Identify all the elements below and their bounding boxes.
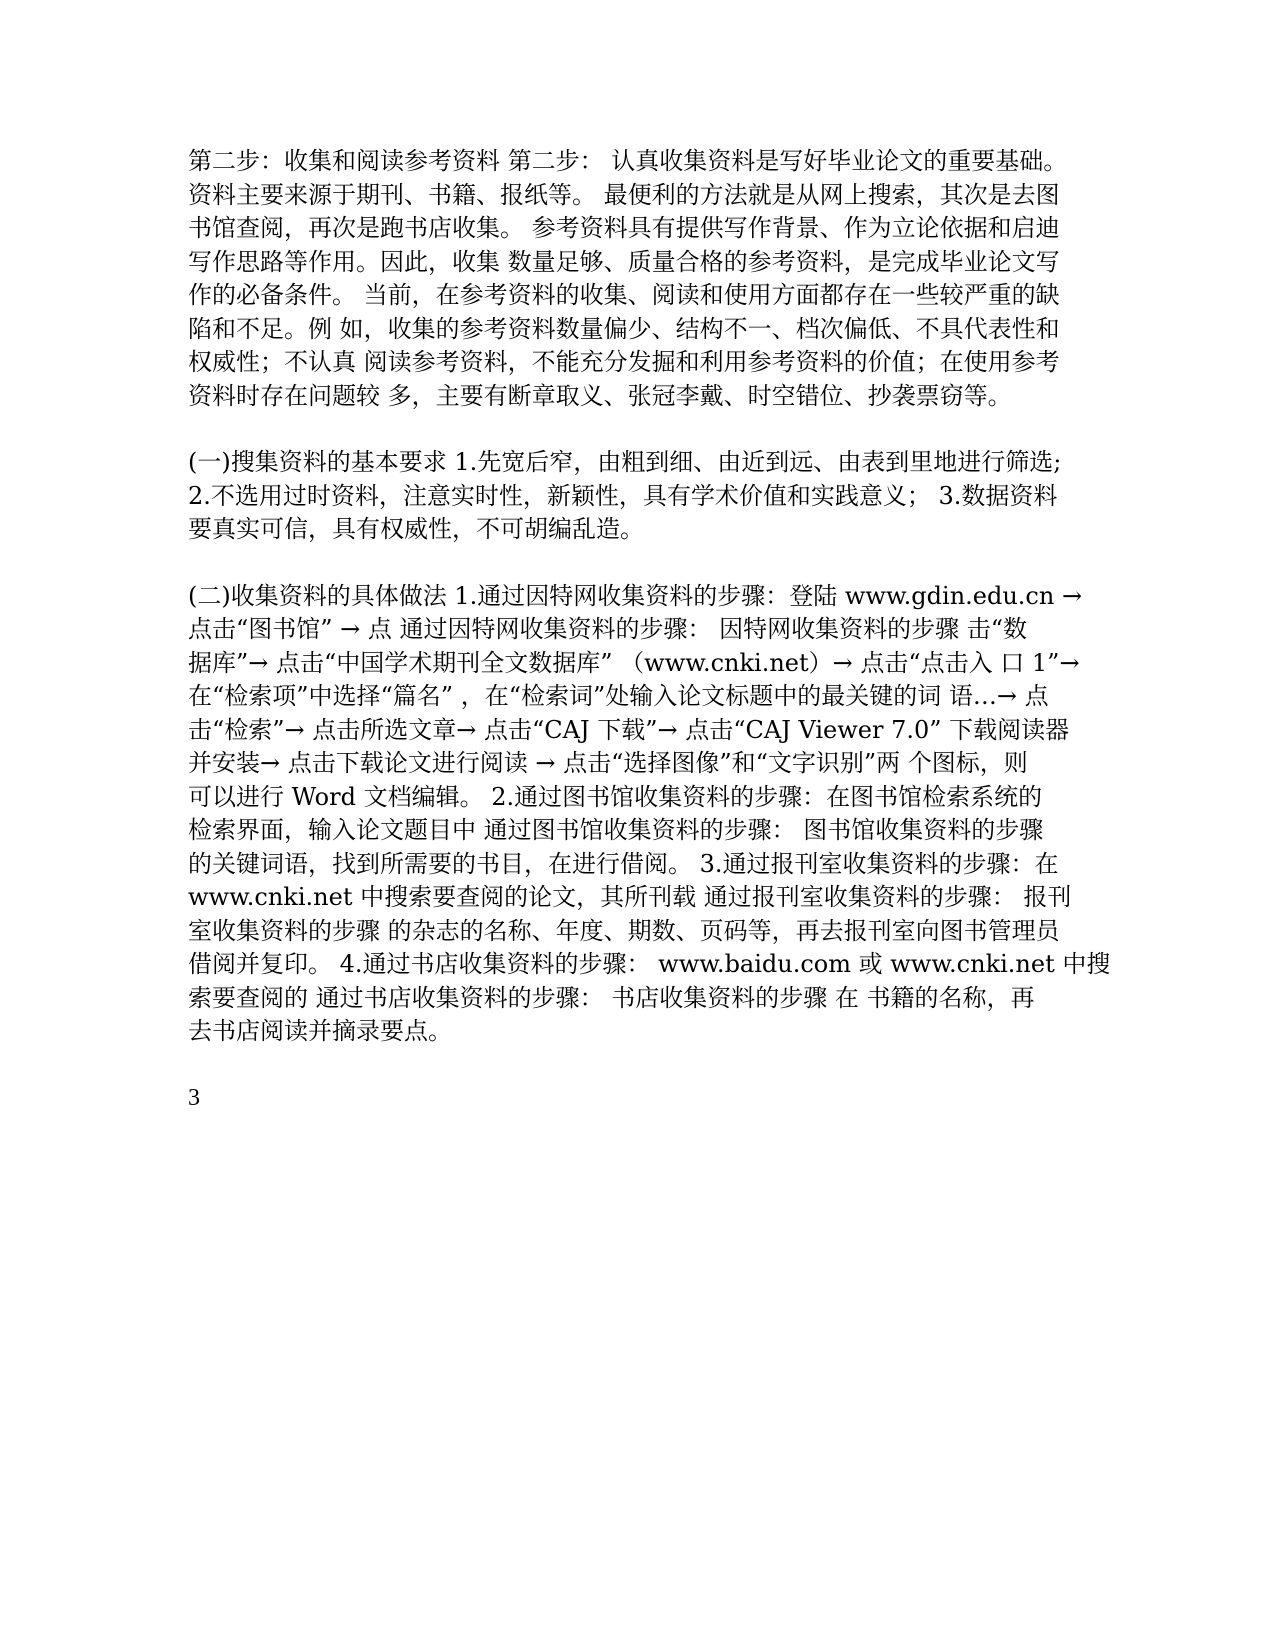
text-line: 资料时存在问题较 多，主要有断章取义、张冠李戴、时空错位、抄袭票窃等。 (188, 381, 1012, 410)
document-body (188, 145, 1111, 1115)
text-line: 去书店阅读并摘录要点。 (188, 1017, 452, 1045)
text-line: 要真实可信，具有权威性，不可胡编乱造。 (188, 515, 644, 543)
text-line: (一)搜集资料的基本要求 1.先宽后窄，由粗到细、由近到远、由表到里地进行筛选; (188, 448, 1062, 476)
text-line: 2.不选用过时资料，注意实时性，新颖性，具有学术价值和实践意义； 3.数据资料 (188, 481, 1058, 510)
text-line: 在“检索项”中选择“篇名” ，在“检索词”处输入论文标题中的最关键的词 语…→ 点 (188, 682, 1049, 710)
text-line: 借阅并复印。 4.通过书店收集资料的步骤： www.baidu.com 或 www.cnki.net 中搜 (188, 950, 1111, 978)
page-number: 3 (188, 1084, 200, 1111)
text-line: 权威性；不认真 阅读参考资料，不能充分发掘和利用参考资料的价值；在使用参考 (188, 348, 1060, 376)
text-line: 写作思路等作用。因此，收集 数量足够、质量合格的参考资料，是完成毕业论文写 (188, 247, 1060, 276)
text-line: 陷和不足。例 如，收集的参考资料数量偏少、结构不一、档次偏低、不具代表性和 (188, 314, 1060, 343)
text-line: 作的必备条件。 当前，在参考资料的收集、阅读和使用方面都存在一些较严重的缺 (188, 281, 1060, 309)
paragraph-collect-references (188, 145, 1088, 413)
paragraph-specific-methods (188, 580, 1111, 1049)
text-line: 书馆查阅，再次是跑书店收集。 参考资料具有提供写作背景、作为立论依据和启迪 (188, 214, 1060, 242)
text-line: 据库”→ 点击“中国学术期刊全文数据库” （www.cnki.net）→ 点击“点击入 口 1”→ (188, 648, 1080, 677)
text-line: 第二步：收集和阅读参考资料 第二步： 认真收集资料是写好毕业论文的重要基础。 (188, 147, 1068, 175)
text-line: (二)收集资料的具体做法 1.通过因特网收集资料的步骤：登陆 www.gdin.edu.cn → (188, 581, 1083, 610)
paragraph-basic-requirements (188, 446, 1088, 547)
text-line: www.cnki.net 中搜索要查阅的论文，其所刊载 通过报刊室收集资料的步骤： 报刊 (188, 883, 1072, 911)
text-line: 击“检索”→ 点击所选文章→ 点击“CAJ 下载”→ 点击“CAJ Viewer 7.0” 下载阅读器 (188, 715, 1070, 744)
text-line: 的关键词语，找到所需要的书目，在进行借阅。 3.通过报刊室收集资料的步骤：在 (188, 849, 1059, 878)
text-line: 资料主要来源于期刊、书籍、报纸等。 最便利的方法就是从网上搜索，其次是去图 (188, 180, 1060, 209)
text-line: 索要查阅的 通过书店收集资料的步骤： 书店收集资料的步骤 在 书籍的名称，再 (188, 983, 1035, 1012)
text-line: 检索界面，输入论文题目中 通过图书馆收集资料的步骤： 图书馆收集资料的步骤 (188, 816, 1044, 844)
text-line: 可以进行 Word 文档编辑。 2.通过图书馆收集资料的步骤：在图书馆检索系统的 (188, 782, 1043, 811)
text-line: 并安装→ 点击下载论文进行阅读 → 点击“选择图像”和“文字识别”两 个图标，则 (188, 749, 1028, 777)
text-line: 点击“图书馆” → 点 通过因特网收集资料的步骤： 因特网收集资料的步骤 击“数 (188, 615, 1028, 643)
text-line: 室收集资料的步骤 的杂志的名称、年度、期数、页码等，再去报刊室向图书管理员 (188, 916, 1060, 945)
